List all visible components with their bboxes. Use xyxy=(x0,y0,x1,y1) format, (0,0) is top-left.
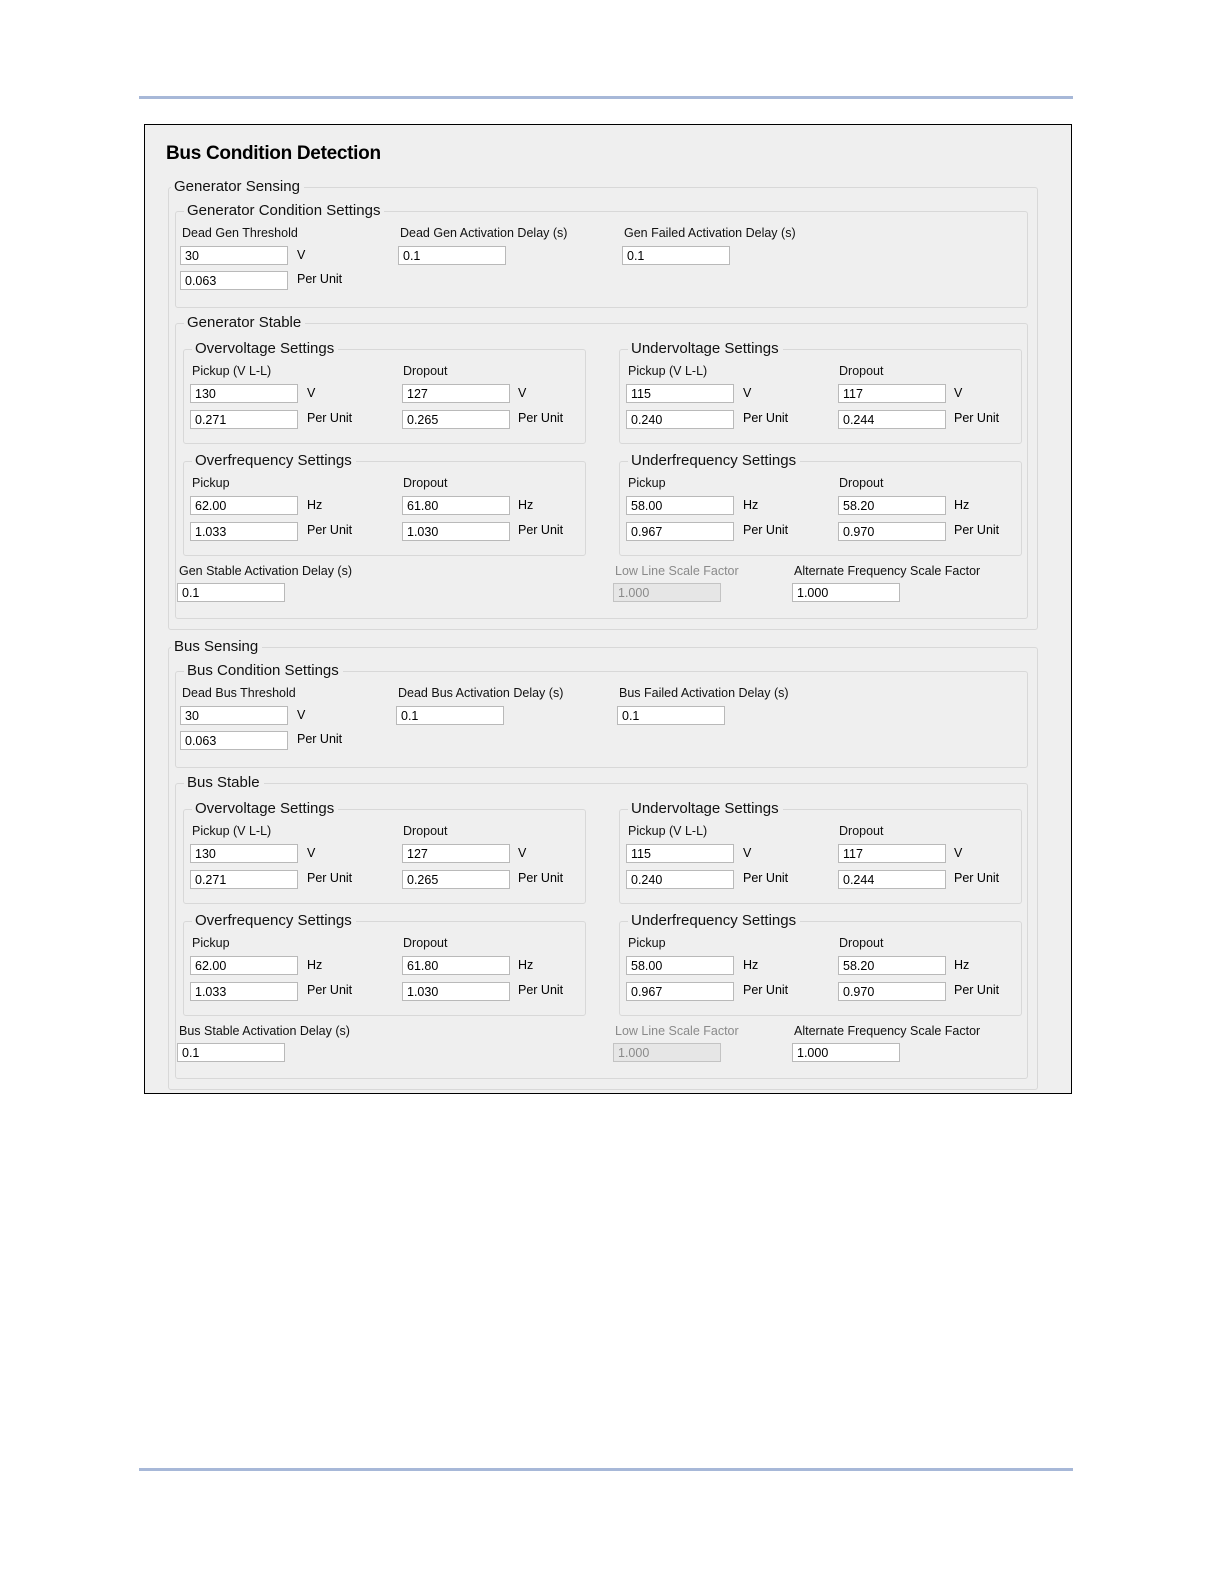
gen-condition-settings-group xyxy=(175,202,1028,308)
dead-bus-activation-delay-input[interactable]: 0.1 xyxy=(396,706,504,725)
gen-underfrequency-pickup-pu-input[interactable]: 0.967 xyxy=(626,522,734,541)
bus-underfrequency-pickup-pu-unit: Per Unit xyxy=(743,983,789,997)
gen-stable-activation-delay-input[interactable]: 0.1 xyxy=(177,583,285,602)
bus-stable-activation-delay-input[interactable]: 0.1 xyxy=(177,1043,285,1062)
gen-overvoltage-pickup-label: Pickup (V L-L) xyxy=(192,364,272,378)
dead-gen-threshold-v-input[interactable]: 30 xyxy=(180,246,288,265)
bus-overfrequency-pickup-unit: Hz xyxy=(307,958,323,972)
bus-stable-group xyxy=(175,774,1028,1079)
gen-undervoltage-dropout-unit: V xyxy=(954,386,963,400)
bus-overfrequency-pickup-input[interactable]: 62.00 xyxy=(190,956,298,975)
gen-overfrequency-pickup-pu-input[interactable]: 1.033 xyxy=(190,522,298,541)
bus-overvoltage-dropout-pu-input[interactable]: 0.265 xyxy=(402,870,510,889)
gen-failed-activation-delay-input[interactable]: 0.1 xyxy=(622,246,730,265)
dead-gen-threshold-v-unit: V xyxy=(297,248,306,262)
dead-bus-threshold-pu-unit: Per Unit xyxy=(297,732,343,746)
bus-underfrequency-pickup-label: Pickup xyxy=(628,936,666,950)
gen-overfrequency-pickup-label: Pickup xyxy=(192,476,230,490)
bus-undervoltage-pickup-unit: V xyxy=(743,846,752,860)
gen-underfrequency-pickup-label: Pickup xyxy=(628,476,666,490)
gen-condition-settings-legend: Generator Condition Settings xyxy=(184,202,384,220)
bus-undervoltage-legend: Undervoltage Settings xyxy=(628,800,783,818)
gen-overvoltage-pickup-unit: V xyxy=(307,386,316,400)
gen-sensing-group xyxy=(168,178,1038,630)
gen-undervoltage-dropout-input[interactable]: 117 xyxy=(838,384,946,403)
bus-overfrequency-legend: Overfrequency Settings xyxy=(192,912,356,930)
bus-undervoltage-settings-group xyxy=(619,800,1022,904)
dead-gen-threshold-label: Dead Gen Threshold xyxy=(182,226,298,240)
bus-overvoltage-pickup-input[interactable]: 130 xyxy=(190,844,298,863)
gen-overfrequency-pickup-unit: Hz xyxy=(307,498,323,512)
gen-underfrequency-dropout-label: Dropout xyxy=(839,476,884,490)
bus-overfrequency-dropout-label: Dropout xyxy=(403,936,448,950)
dead-gen-activation-delay-input[interactable]: 0.1 xyxy=(398,246,506,265)
gen-underfrequency-settings-group xyxy=(619,452,1022,556)
bus-condition-settings-group xyxy=(175,662,1028,768)
bus-overfrequency-settings-group xyxy=(183,912,586,1016)
bus-underfrequency-dropout-unit: Hz xyxy=(954,958,970,972)
dead-bus-threshold-v-input[interactable]: 30 xyxy=(180,706,288,725)
gen-underfrequency-dropout-unit: Hz xyxy=(954,498,970,512)
gen-overvoltage-dropout-unit: V xyxy=(518,386,527,400)
bus-overvoltage-dropout-input[interactable]: 127 xyxy=(402,844,510,863)
bus-overfrequency-dropout-unit: Hz xyxy=(518,958,534,972)
bus-overfrequency-pickup-pu-input[interactable]: 1.033 xyxy=(190,982,298,1001)
bus-stable-legend: Bus Stable xyxy=(184,774,264,792)
bus-sensing-legend: Bus Sensing xyxy=(171,638,262,656)
bus-underfrequency-dropout-label: Dropout xyxy=(839,936,884,950)
dead-bus-threshold-label: Dead Bus Threshold xyxy=(182,686,296,700)
bus-condition-detection-panel xyxy=(144,124,1072,1094)
gen-sensing-legend: Generator Sensing xyxy=(171,178,304,196)
gen-undervoltage-dropout-label: Dropout xyxy=(839,364,884,378)
gen-undervoltage-legend: Undervoltage Settings xyxy=(628,340,783,358)
gen-low-line-scale-factor-label: Low Line Scale Factor xyxy=(615,564,739,578)
gen-overvoltage-dropout-input[interactable]: 127 xyxy=(402,384,510,403)
gen-undervoltage-pickup-input[interactable]: 115 xyxy=(626,384,734,403)
bus-overvoltage-pickup-pu-unit: Per Unit xyxy=(307,871,353,885)
gen-alternate-frequency-scale-factor-input[interactable]: 1.000 xyxy=(792,583,900,602)
bus-overvoltage-settings-group xyxy=(183,800,586,904)
gen-low-line-scale-factor-input: 1.000 xyxy=(613,583,721,602)
gen-overfrequency-dropout-unit: Hz xyxy=(518,498,534,512)
bus-underfrequency-legend: Underfrequency Settings xyxy=(628,912,800,930)
gen-underfrequency-pickup-input[interactable]: 58.00 xyxy=(626,496,734,515)
gen-stable-legend: Generator Stable xyxy=(184,314,305,332)
dead-bus-threshold-pu-input[interactable]: 0.063 xyxy=(180,731,288,750)
footer-rule xyxy=(139,1468,1073,1471)
bus-underfrequency-dropout-pu-input[interactable]: 0.970 xyxy=(838,982,946,1001)
bus-overvoltage-pickup-pu-input[interactable]: 0.271 xyxy=(190,870,298,889)
gen-overfrequency-pickup-input[interactable]: 62.00 xyxy=(190,496,298,515)
page-title: Bus Condition Detection xyxy=(166,143,381,164)
gen-underfrequency-dropout-input[interactable]: 58.20 xyxy=(838,496,946,515)
gen-overfrequency-legend: Overfrequency Settings xyxy=(192,452,356,470)
gen-undervoltage-pickup-pu-input[interactable]: 0.240 xyxy=(626,410,734,429)
gen-overfrequency-dropout-pu-unit: Per Unit xyxy=(518,523,564,537)
bus-overvoltage-legend: Overvoltage Settings xyxy=(192,800,338,818)
gen-overfrequency-dropout-pu-input[interactable]: 1.030 xyxy=(402,522,510,541)
gen-overvoltage-pickup-pu-input[interactable]: 0.271 xyxy=(190,410,298,429)
bus-underfrequency-dropout-pu-unit: Per Unit xyxy=(954,983,1000,997)
gen-undervoltage-dropout-pu-input[interactable]: 0.244 xyxy=(838,410,946,429)
bus-undervoltage-dropout-pu-unit: Per Unit xyxy=(954,871,1000,885)
gen-overvoltage-pickup-input[interactable]: 130 xyxy=(190,384,298,403)
bus-undervoltage-pickup-pu-input[interactable]: 0.240 xyxy=(626,870,734,889)
bus-undervoltage-pickup-input[interactable]: 115 xyxy=(626,844,734,863)
gen-overvoltage-legend: Overvoltage Settings xyxy=(192,340,338,358)
bus-overfrequency-dropout-pu-input[interactable]: 1.030 xyxy=(402,982,510,1001)
bus-sensing-group xyxy=(168,638,1038,1090)
bus-overfrequency-dropout-pu-unit: Per Unit xyxy=(518,983,564,997)
bus-underfrequency-pickup-pu-input[interactable]: 0.967 xyxy=(626,982,734,1001)
bus-overvoltage-pickup-label: Pickup (V L-L) xyxy=(192,824,272,838)
gen-stable-activation-delay-label: Gen Stable Activation Delay (s) xyxy=(179,564,352,578)
gen-underfrequency-dropout-pu-input[interactable]: 0.970 xyxy=(838,522,946,541)
gen-overvoltage-pickup-pu-unit: Per Unit xyxy=(307,411,353,425)
bus-low-line-scale-factor-label: Low Line Scale Factor xyxy=(615,1024,739,1038)
bus-condition-settings-legend: Bus Condition Settings xyxy=(184,662,343,680)
bus-undervoltage-dropout-unit: V xyxy=(954,846,963,860)
gen-overvoltage-dropout-pu-input[interactable]: 0.265 xyxy=(402,410,510,429)
gen-undervoltage-settings-group xyxy=(619,340,1022,444)
gen-undervoltage-pickup-unit: V xyxy=(743,386,752,400)
bus-alternate-frequency-scale-factor-label: Alternate Frequency Scale Factor xyxy=(794,1024,981,1038)
bus-undervoltage-dropout-label: Dropout xyxy=(839,824,884,838)
gen-underfrequency-pickup-pu-unit: Per Unit xyxy=(743,523,789,537)
dead-bus-threshold-v-unit: V xyxy=(297,708,306,722)
dead-bus-activation-delay-label: Dead Bus Activation Delay (s) xyxy=(398,686,564,700)
bus-stable-activation-delay-label: Bus Stable Activation Delay (s) xyxy=(179,1024,350,1038)
gen-stable-group xyxy=(175,314,1028,619)
bus-overfrequency-dropout-input[interactable]: 61.80 xyxy=(402,956,510,975)
bus-underfrequency-pickup-unit: Hz xyxy=(743,958,759,972)
gen-failed-activation-delay-label: Gen Failed Activation Delay (s) xyxy=(624,226,796,240)
gen-underfrequency-pickup-unit: Hz xyxy=(743,498,759,512)
dead-gen-threshold-pu-input[interactable]: 0.063 xyxy=(180,271,288,290)
bus-undervoltage-dropout-pu-input[interactable]: 0.244 xyxy=(838,870,946,889)
gen-underfrequency-legend: Underfrequency Settings xyxy=(628,452,800,470)
gen-undervoltage-pickup-pu-unit: Per Unit xyxy=(743,411,789,425)
bus-undervoltage-pickup-label: Pickup (V L-L) xyxy=(628,824,708,838)
gen-overfrequency-settings-group xyxy=(183,452,586,556)
gen-overvoltage-dropout-label: Dropout xyxy=(403,364,448,378)
bus-overvoltage-dropout-label: Dropout xyxy=(403,824,448,838)
bus-overvoltage-dropout-unit: V xyxy=(518,846,527,860)
gen-overvoltage-dropout-pu-unit: Per Unit xyxy=(518,411,564,425)
gen-overfrequency-dropout-label: Dropout xyxy=(403,476,448,490)
gen-overvoltage-settings-group xyxy=(183,340,586,444)
gen-overfrequency-dropout-input[interactable]: 61.80 xyxy=(402,496,510,515)
bus-undervoltage-dropout-input[interactable]: 117 xyxy=(838,844,946,863)
bus-underfrequency-dropout-input[interactable]: 58.20 xyxy=(838,956,946,975)
bus-overfrequency-pickup-label: Pickup xyxy=(192,936,230,950)
bus-failed-activation-delay-label: Bus Failed Activation Delay (s) xyxy=(619,686,789,700)
bus-underfrequency-settings-group xyxy=(619,912,1022,1016)
header-rule xyxy=(139,96,1073,99)
bus-failed-activation-delay-input[interactable]: 0.1 xyxy=(617,706,725,725)
bus-overvoltage-dropout-pu-unit: Per Unit xyxy=(518,871,564,885)
bus-underfrequency-pickup-input[interactable]: 58.00 xyxy=(626,956,734,975)
bus-alternate-frequency-scale-factor-input[interactable]: 1.000 xyxy=(792,1043,900,1062)
gen-undervoltage-pickup-label: Pickup (V L-L) xyxy=(628,364,708,378)
gen-overfrequency-pickup-pu-unit: Per Unit xyxy=(307,523,353,537)
gen-undervoltage-dropout-pu-unit: Per Unit xyxy=(954,411,1000,425)
bus-undervoltage-pickup-pu-unit: Per Unit xyxy=(743,871,789,885)
dead-gen-threshold-pu-unit: Per Unit xyxy=(297,272,343,286)
gen-underfrequency-dropout-pu-unit: Per Unit xyxy=(954,523,1000,537)
bus-overvoltage-pickup-unit: V xyxy=(307,846,316,860)
dead-gen-activation-delay-label: Dead Gen Activation Delay (s) xyxy=(400,226,568,240)
gen-alternate-frequency-scale-factor-label: Alternate Frequency Scale Factor xyxy=(794,564,981,578)
bus-low-line-scale-factor-input: 1.000 xyxy=(613,1043,721,1062)
bus-overfrequency-pickup-pu-unit: Per Unit xyxy=(307,983,353,997)
